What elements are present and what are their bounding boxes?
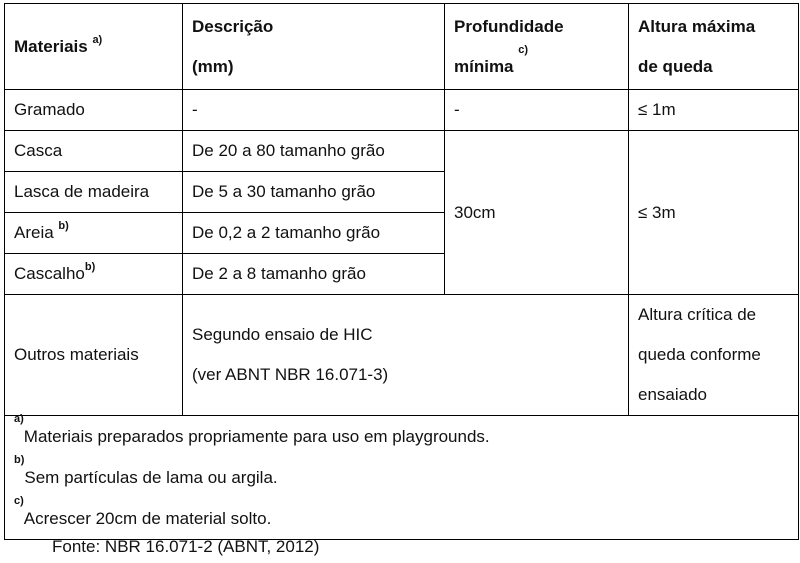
material-cell: Casca <box>5 131 183 172</box>
header-materials-label: Materiais <box>14 36 88 56</box>
material-note: b) <box>58 220 69 232</box>
height-cell: ≤ 1m <box>629 90 799 131</box>
other-description-line1: Segundo ensaio de HIC <box>192 325 373 344</box>
footnote-text: Sem partículas de lama ou argila. <box>24 468 278 487</box>
header-depth <box>445 4 629 90</box>
header-height-line1: Altura máxima <box>638 16 756 36</box>
other-height-line3: ensaiado <box>638 385 708 404</box>
footnote-b <box>14 454 789 498</box>
footnote-text: Materiais preparados propriamente para uso em playgrounds. <box>23 427 490 446</box>
header-depth-line1: Profundidade <box>454 16 564 36</box>
material-cell <box>5 254 183 295</box>
other-material-cell: Outros materiais <box>5 295 183 416</box>
material-cell: Gramado <box>5 90 183 131</box>
header-depth-line2: mínima <box>454 56 514 76</box>
footnote-text: Acrescer 20cm de material solto. <box>23 509 272 528</box>
group-depth-cell: 30cm <box>445 131 629 295</box>
material-label: Cascalho <box>14 264 85 283</box>
header-depth-note: c) <box>518 43 529 56</box>
header-row <box>5 4 799 90</box>
group-height-cell: ≤ 3m <box>629 131 799 295</box>
material-cell <box>5 213 183 254</box>
notes-row <box>5 416 799 540</box>
materials-table <box>4 3 799 540</box>
description-cell: De 2 a 8 tamanho grão <box>183 254 445 295</box>
source-caption: Fonte: NBR 16.071-2 (ABNT, 2012) <box>52 537 320 556</box>
material-cell: Lasca de madeira <box>5 172 183 213</box>
header-description-line2: (mm) <box>192 56 234 76</box>
header-description <box>183 4 445 90</box>
footnote-mark: b) <box>14 454 25 466</box>
header-materials-note: a) <box>92 33 103 46</box>
footnote-a <box>14 413 789 457</box>
other-height-line2: queda conforme <box>638 345 761 364</box>
description-cell: De 0,2 a 2 tamanho grão <box>183 213 445 254</box>
other-description-line2: (ver ABNT NBR 16.071-3) <box>192 365 389 384</box>
header-height-line2: de queda <box>638 56 713 76</box>
footnote-mark: c) <box>14 495 24 507</box>
notes-cell <box>5 413 799 540</box>
header-materials <box>5 4 183 90</box>
material-note: b) <box>84 261 96 273</box>
footnote-mark: a) <box>14 413 24 425</box>
other-height-cell <box>629 295 799 416</box>
other-description-cell <box>183 295 629 416</box>
description-cell: - <box>183 90 445 131</box>
other-height-line1: Altura crítica de <box>638 305 757 324</box>
depth-cell: - <box>445 90 629 131</box>
header-height <box>629 4 799 90</box>
table-row <box>5 131 799 172</box>
material-label: Areia <box>14 223 54 242</box>
footnote-c <box>14 495 789 539</box>
other-materials-row <box>5 295 799 416</box>
description-cell: De 5 a 30 tamanho grão <box>183 172 445 213</box>
header-description-line1: Descrição <box>192 16 274 36</box>
table-row <box>5 90 799 131</box>
description-cell: De 20 a 80 tamanho grão <box>183 131 445 172</box>
